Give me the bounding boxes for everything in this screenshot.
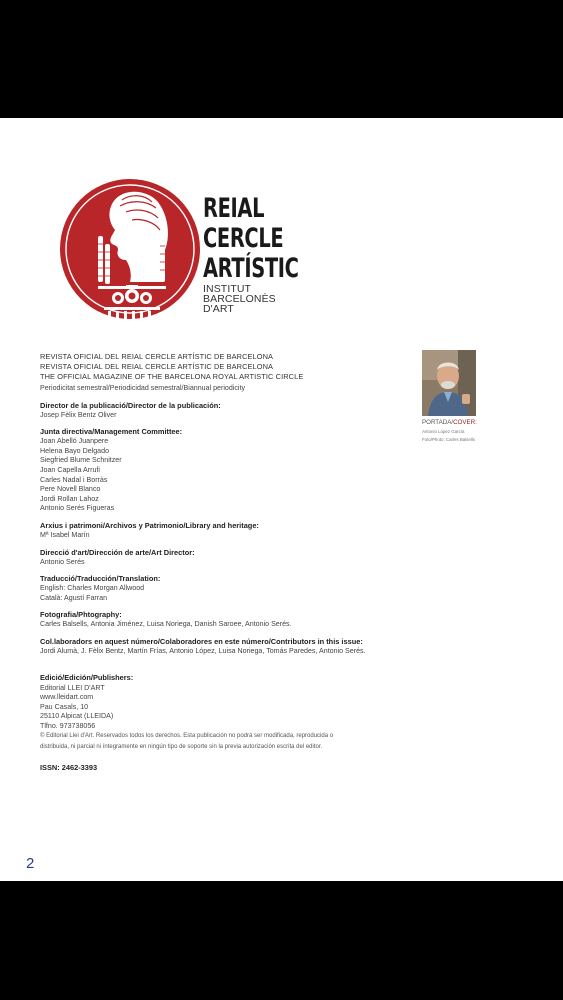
committee-member: Pere Novell Blanco xyxy=(40,485,101,494)
translation-block xyxy=(40,574,400,603)
publishers-block xyxy=(40,673,400,754)
publisher-line: Pau Casals, 10 xyxy=(40,702,89,711)
contributors-heading: Col.laboradors en aquest número/Colaboradores en este número/Contributors in this issue: xyxy=(40,636,363,646)
photographers: Carles Balsells, Antonia Jiménez, Luisa Noriega, Danish Saroee, Antonio Serés. xyxy=(40,620,292,629)
logo-sub-1: INSTITUT xyxy=(203,283,252,295)
publishers-heading: Edició/Edición/Publishers: xyxy=(40,672,134,682)
archives-block xyxy=(40,521,400,541)
cover-label xyxy=(422,419,478,426)
committee-block xyxy=(40,427,400,514)
committee-heading: Junta directiva/Management Committee: xyxy=(40,427,183,437)
header-line: THE OFFICIAL MAGAZINE OF THE BARCELONA ROYAL ARTISTIC CIRCLE xyxy=(40,372,304,381)
art-director-block xyxy=(40,548,400,568)
cover-label-accent: COVER: xyxy=(453,419,477,426)
archives-name: Mª Isabel Marín xyxy=(40,530,90,539)
logo-line-1: REIAL xyxy=(203,193,265,224)
art-director-heading: Direcció d'art/Dirección de arte/Art Director: xyxy=(40,547,195,557)
art-director-name: Antonio Serés xyxy=(40,557,85,566)
page-number: 2 xyxy=(26,855,35,872)
translator: Català: Agustí Farran xyxy=(40,593,108,602)
director-heading: Director de la publicació/Director de la publicación: xyxy=(40,400,221,410)
header-line: REVISTA OFICIAL DEL REIAL CERCLE ARTÍSTIC DE BARCELONA xyxy=(40,352,274,361)
cover-credit xyxy=(422,350,478,444)
translator: English: Charles Morgan Allwood xyxy=(40,584,145,593)
coin-emblem-icon xyxy=(60,174,200,339)
publisher-website: www.lleidart.com xyxy=(40,693,94,702)
magazine-page xyxy=(0,118,563,881)
publisher-line: 25110 Alpicat (LLEIDA) xyxy=(40,712,114,721)
publisher-line: Tlfno. 973738056 xyxy=(40,721,96,730)
photography-block xyxy=(40,610,400,630)
rights-notice: © Editorial Llei d'Art. Reservados todos los derechos. Esta publicación no podrá ser modificada, reproducida o xyxy=(40,733,334,740)
cover-label-text: PORTADA/ xyxy=(422,419,454,426)
cover-author: Antonio López García xyxy=(422,429,465,434)
logo-sub-3: D'ART xyxy=(203,303,234,315)
committee-member: Jordi Rollan Lahoz xyxy=(40,494,99,503)
publisher-line: Editorial LLEI D'ART xyxy=(40,683,105,692)
committee-member: Joan Abelló Juanpere xyxy=(40,437,109,446)
director-name: Josep Fèlix Bentz Oliver xyxy=(40,410,117,419)
cover-portrait-photo xyxy=(422,350,476,416)
translation-heading: Traducció/Traducción/Translation: xyxy=(40,574,161,584)
credits-column xyxy=(40,351,400,772)
logo xyxy=(60,174,299,339)
committee-member: Joan Capella Arrufi xyxy=(40,465,100,474)
header-line: REVISTA OFICIAL DEL REIAL CERCLE ARTÍSTIC DE BARCELONA xyxy=(40,362,274,371)
archives-heading: Arxius i patrimoni/Archivos y Patrimonio/Library and heritage: xyxy=(40,520,259,530)
logo-wordmark xyxy=(203,194,336,314)
issn: ISSN: 2462-3393 xyxy=(40,763,98,773)
photography-heading: Fotografia/Phtography: xyxy=(40,610,122,620)
logo-line-3: ARTÍSTIC xyxy=(203,253,299,284)
committee-member: Siegfried Blume Schnitzer xyxy=(40,456,122,465)
director-block xyxy=(40,401,400,421)
committee-member: Antonio Serés Figueras xyxy=(40,504,115,513)
logo-line-2: CERCLE xyxy=(203,223,284,254)
periodicity: Periodicitat semestral/Periodicidad semestral/Biannual periodicity xyxy=(40,384,246,392)
rights-notice: distribuida, ni parcial ni íntegramente en ningún tipo de soporte sin la previa autorización escrita del editor. xyxy=(40,744,323,751)
cover-photo-credit: Foto/Photo: Carles Balsells xyxy=(422,437,475,442)
committee-member: Carles Nadal i Borràs xyxy=(40,475,108,484)
logo-sub-2: BARCELONÈS xyxy=(203,293,276,305)
contributors-block xyxy=(40,637,400,657)
committee-member: Helena Bayo Delgado xyxy=(40,446,110,455)
contributors-names: Jordi Alumà, J. Fèlix Bentz, Martín Frías, Antonio López, Luisa Noriega, Tomás Paredes, Antonio Serés. xyxy=(40,646,366,655)
